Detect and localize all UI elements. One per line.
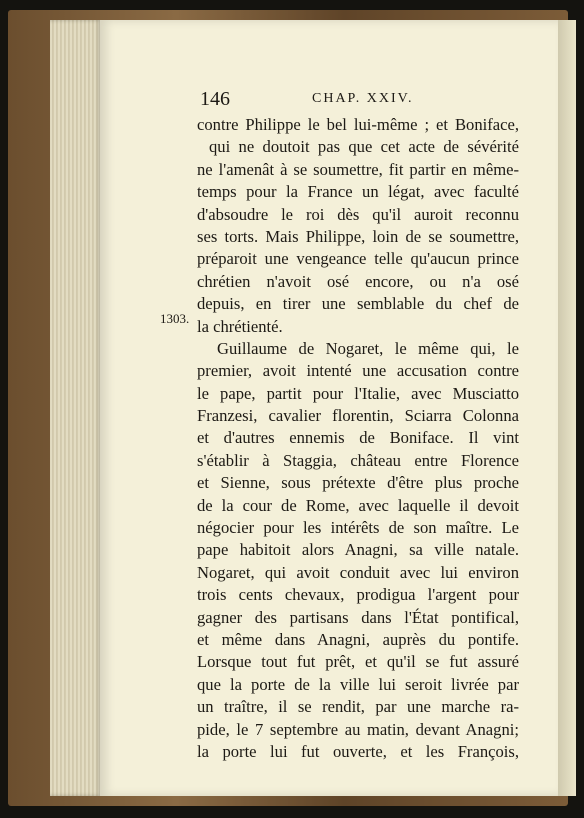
- text-line: premier, avoit intenté une accusation contre: [197, 361, 519, 381]
- text-line: ses torts. Mais Philippe, loin de se soumettre,: [197, 226, 519, 246]
- text-line: Guillaume de Nogaret, le même qui, le: [217, 338, 519, 358]
- running-title: CHAP. XXIV.: [312, 91, 414, 106]
- margin-date-note: 1303.: [160, 311, 190, 326]
- page-number: 146: [200, 88, 230, 110]
- text-line: trois cents chevaux, prodigua l'argent pour: [197, 585, 519, 605]
- page-body-text: [197, 114, 519, 763]
- text-line: la porte lui fut ouverte, et les François,: [197, 741, 519, 761]
- text-line: que la porte de la ville lui seroit livrée par: [197, 674, 519, 694]
- text-line: Lorsque tout fut prêt, et qu'il se fut assuré: [197, 652, 519, 672]
- text-line: négocier pour les intérêts de son maître. Le: [197, 518, 519, 538]
- text-line: le pape, partit pour l'Italie, avec Musciatto: [197, 383, 519, 403]
- text-line: qui ne doutoit pas que cet acte de sévérité: [209, 137, 519, 157]
- text-line: s'établir à Staggia, château entre Florence: [197, 450, 519, 470]
- page-stack-edge: [50, 20, 102, 796]
- text-line: temps pour la France un légat, avec faculté: [197, 182, 519, 202]
- text-line: ne l'amenât à se soumettre, fit partir en même-: [197, 159, 519, 179]
- text-line: préparoit une vengeance telle qu'aucun prince: [197, 249, 519, 269]
- text-line: et même dans Anagni, auprès du pontife.: [197, 629, 519, 649]
- text-line: et d'autres ennemis de Boniface. Il vint: [197, 428, 519, 448]
- text-line: la chrétienté.: [197, 316, 283, 336]
- text-line: Franzesi, cavalier florentin, Sciarra Colonna: [197, 406, 519, 426]
- text-line: pape habitoit alors Anagni, sa ville natale.: [197, 540, 519, 560]
- text-line: contre Philippe le bel lui-même ; et Boniface,: [197, 115, 519, 134]
- text-line: et Sienne, sous prétexte d'être plus proche: [197, 473, 519, 493]
- text-line: gagner des partisans dans l'État pontifical,: [197, 607, 519, 627]
- text-line: d'absoudre le roi dès qu'il auroit reconnu: [197, 204, 519, 224]
- text-line: pide, le 7 septembre au matin, devant Anagni;: [197, 719, 519, 739]
- text-line: de la cour de Rome, avec laquelle il devoit: [197, 495, 519, 515]
- text-line: Nogaret, qui avoit conduit avec lui environ: [197, 562, 519, 582]
- page-header: [200, 88, 520, 110]
- facing-page-edge: [558, 20, 576, 796]
- text-line: depuis, en tirer une semblable du chef de: [197, 294, 519, 314]
- text-line: chrétien n'avoit osé encore, ou n'a osé: [197, 271, 519, 291]
- text-line: un traître, il se rendit, par une marche ra-: [197, 697, 519, 717]
